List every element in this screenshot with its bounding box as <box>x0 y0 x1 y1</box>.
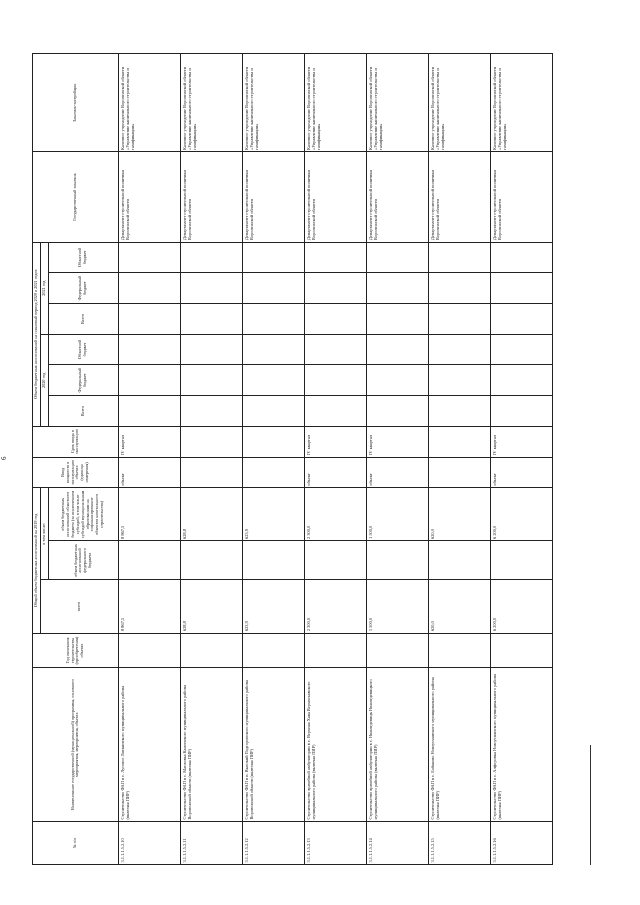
header-2021-obl: Областной бюджет <box>48 242 118 273</box>
budget-table <box>32 53 553 865</box>
row-oblast: 620,0 <box>428 488 490 541</box>
row-2020-total <box>242 396 304 427</box>
row-customer: Департамент строительной политики Воронежской области <box>242 152 304 242</box>
row-fed <box>304 541 366 580</box>
row-2020-obl <box>242 334 304 365</box>
row-number: 3.1.1.1.5.2.15 <box>428 822 490 865</box>
row-oblast: 628,8 <box>180 488 242 541</box>
row-number: 3.1.1.1.5.2.14 <box>366 822 428 865</box>
row-total: 6 200,0 <box>490 580 552 633</box>
row-2020-fed <box>180 365 242 396</box>
table-row <box>428 54 490 865</box>
row-contractor: Казенное учреждение Воронежской области «Управление капитального строительства и газификации» <box>490 54 552 152</box>
row-2021-total <box>490 304 552 335</box>
row-contractor: Казенное учреждение Воронежской области «Управление капитального строительства и газификации» <box>304 54 366 152</box>
row-oblast: 1 500,0 <box>366 488 428 541</box>
header-2020-obl: Областной бюджет <box>48 334 118 365</box>
row-2020-fed <box>242 365 304 396</box>
page-number: 6 <box>0 456 8 460</box>
row-2020-total <box>180 396 242 427</box>
row-period <box>180 426 242 457</box>
header-2020: 2020 год <box>40 334 48 426</box>
row-period: IV квартал <box>490 426 552 457</box>
row-year <box>242 633 304 668</box>
row-fed <box>490 541 552 580</box>
row-year <box>180 633 242 668</box>
row-2020-obl <box>304 334 366 365</box>
row-contractor: Казенное учреждение Воронежской области «Управление капитального строительства и газификации» <box>180 54 242 152</box>
row-oblast: 2 300,0 <box>304 488 366 541</box>
header-2021-fed: Федеральный бюджет <box>48 273 118 304</box>
row-total: 623,9 <box>242 580 304 633</box>
row-2020-total <box>490 396 552 427</box>
header-fed: объем бюджетных ассигнований федерального бюджета <box>48 541 118 580</box>
header-year: Год окончания строительства (приобретения) объекта <box>33 633 119 668</box>
row-2021-fed <box>428 273 490 304</box>
table-row <box>118 54 180 865</box>
header-total: всего <box>40 580 118 633</box>
row-2020-obl <box>180 334 242 365</box>
row-name: Строительство врачебной амбулатории в с. Нижнедевицк Нижнедевицкого муниципального района (включая ПИР) <box>366 668 428 822</box>
row-2021-total <box>180 304 242 335</box>
row-total: 628,8 <box>180 580 242 633</box>
header-incl: в том числе: <box>40 488 48 580</box>
row-customer: Департамент строительной политики Воронежской области <box>428 152 490 242</box>
row-name: Строительство ФАП в с. Алферовка Новоусманского муниципального района (включая ПИР) <box>490 668 552 822</box>
row-2020-total <box>428 396 490 427</box>
row-2021-obl <box>428 242 490 273</box>
row-2021-obl <box>366 242 428 273</box>
row-name: Строительство ФАП в п. Высокий Подгоренского муниципального района Воронежской области (включая ПИР) <box>242 668 304 822</box>
row-year <box>118 633 180 668</box>
row-2020-obl <box>366 334 428 365</box>
row-2021-obl <box>118 242 180 273</box>
row-fed <box>242 541 304 580</box>
row-2021-obl <box>180 242 242 273</box>
row-number: 3.1.1.1.5.2.16 <box>490 822 552 865</box>
row-year <box>428 633 490 668</box>
row-fed <box>428 541 490 580</box>
row-unit: объект <box>304 457 366 488</box>
row-total: 1 500,0 <box>366 580 428 633</box>
row-period <box>428 426 490 457</box>
row-period: IV квартал <box>118 426 180 457</box>
row-name: Строительство ФАП в с. Луговое Лискинского муниципального района (включая ПИР) <box>118 668 180 822</box>
header-contractor: Заказчик-застройщик <box>33 54 119 152</box>
row-fed <box>180 541 242 580</box>
row-total: 620,0 <box>428 580 490 633</box>
row-customer: Департамент строительной политики Воронежской области <box>366 152 428 242</box>
row-unit: объект <box>490 457 552 488</box>
row-period <box>242 426 304 457</box>
row-number: 3.1.1.1.5.2.10 <box>118 822 180 865</box>
header-num: № п/п <box>33 822 119 865</box>
header-oblast: объем бюджетных ассигнований областного бюджета (за исключением субсидий, в том числе субсидий муниципальным образованиям на софинансирование объектов капитального строительства) <box>48 488 118 541</box>
row-year <box>366 633 428 668</box>
row-unit <box>428 457 490 488</box>
header-2020-total: Всего <box>48 396 118 427</box>
row-contractor: Казенное учреждение Воронежской области «Управление капитального строительства и газификации» <box>366 54 428 152</box>
header-2020-fed: Федеральный бюджет <box>48 365 118 396</box>
row-contractor: Казенное учреждение Воронежской области «Управление капитального строительства и газификации» <box>242 54 304 152</box>
row-oblast: 8 867,5 <box>118 488 180 541</box>
header-2021-total: Всего <box>48 304 118 335</box>
row-total: 2 300,0 <box>304 580 366 633</box>
row-unit <box>180 457 242 488</box>
row-customer: Департамент строительной политики Воронежской области <box>118 152 180 242</box>
row-customer: Департамент строительной политики Воронежской области <box>180 152 242 242</box>
row-2021-fed <box>180 273 242 304</box>
header-fin-block: Объем бюджетных ассигнований на плановый период 2020 и 2021 годов <box>33 242 41 426</box>
header-customer: Государственный заказчик <box>33 152 119 242</box>
row-2021-obl <box>304 242 366 273</box>
row-period: IV квартал <box>366 426 428 457</box>
row-2020-total <box>304 396 366 427</box>
row-unit: объект <box>118 457 180 488</box>
row-2020-total <box>366 396 428 427</box>
row-number: 3.1.1.1.5.2.13 <box>304 822 366 865</box>
row-number: 3.1.1.1.5.2.12 <box>242 822 304 865</box>
row-contractor: Казенное учреждение Воронежской области «Управление капитального строительства и газификации» <box>118 54 180 152</box>
row-2021-fed <box>304 273 366 304</box>
row-2021-total <box>366 304 428 335</box>
row-unit <box>242 457 304 488</box>
row-unit: объект <box>366 457 428 488</box>
row-total: 8 867,5 <box>118 580 180 633</box>
row-2021-total <box>242 304 304 335</box>
row-customer: Департамент строительной политики Воронежской области <box>304 152 366 242</box>
row-2021-total <box>304 304 366 335</box>
row-2020-fed <box>304 365 366 396</box>
row-2021-fed <box>366 273 428 304</box>
row-oblast: 623,9 <box>242 488 304 541</box>
table-row <box>180 54 242 865</box>
row-2020-obl <box>490 334 552 365</box>
row-2021-obl <box>490 242 552 273</box>
row-customer: Департамент строительной политики Воронежской области <box>490 152 552 242</box>
row-contractor: Казенное учреждение Воронежской области «Управление капитального строительства и газификации» <box>428 54 490 152</box>
header-total-block: Общий объем бюджетных ассигнований на 2019 год <box>33 488 41 633</box>
row-2020-fed <box>490 365 552 396</box>
row-number: 3.1.1.1.5.2.11 <box>180 822 242 865</box>
header-unit: Ввод мощности в эксплуатацию объекта (единица измерения) <box>33 457 119 488</box>
footer-rule <box>590 745 591 865</box>
row-2020-obl <box>428 334 490 365</box>
row-2021-total <box>428 304 490 335</box>
row-2021-fed <box>490 273 552 304</box>
row-name: Строительство врачебной амбулатории в с. Верхняя Хава Верхнехавского муниципального района (включая ПИР) <box>304 668 366 822</box>
header-2021: 2021 год <box>40 242 48 334</box>
row-year <box>304 633 366 668</box>
row-period: IV квартал <box>304 426 366 457</box>
row-2020-fed <box>118 365 180 396</box>
row-fed <box>366 541 428 580</box>
table-row <box>490 54 552 865</box>
row-fed <box>118 541 180 580</box>
row-name: Строительство ФАП в с. Бобяково Новоусманского муниципального района (включая ПИР) <box>428 668 490 822</box>
row-2021-total <box>118 304 180 335</box>
table-row <box>304 54 366 865</box>
row-2020-total <box>118 396 180 427</box>
header-period: Срок ввода в эксплуатацию <box>33 426 119 457</box>
row-2021-obl <box>242 242 304 273</box>
table-row <box>366 54 428 865</box>
header-name: Наименование государственной (муниципальной) программы, основного мероприятия, мероприятия, объекта <box>33 668 119 822</box>
row-oblast: 6 200,0 <box>490 488 552 541</box>
row-2020-obl <box>118 334 180 365</box>
row-2021-fed <box>242 273 304 304</box>
table-row <box>242 54 304 865</box>
row-2021-fed <box>118 273 180 304</box>
row-year <box>490 633 552 668</box>
row-2020-fed <box>428 365 490 396</box>
row-name: Строительство ФАП в с. Масловка Каменского муниципального района Воронежской области (включая ПИР) <box>180 668 242 822</box>
row-2020-fed <box>366 365 428 396</box>
